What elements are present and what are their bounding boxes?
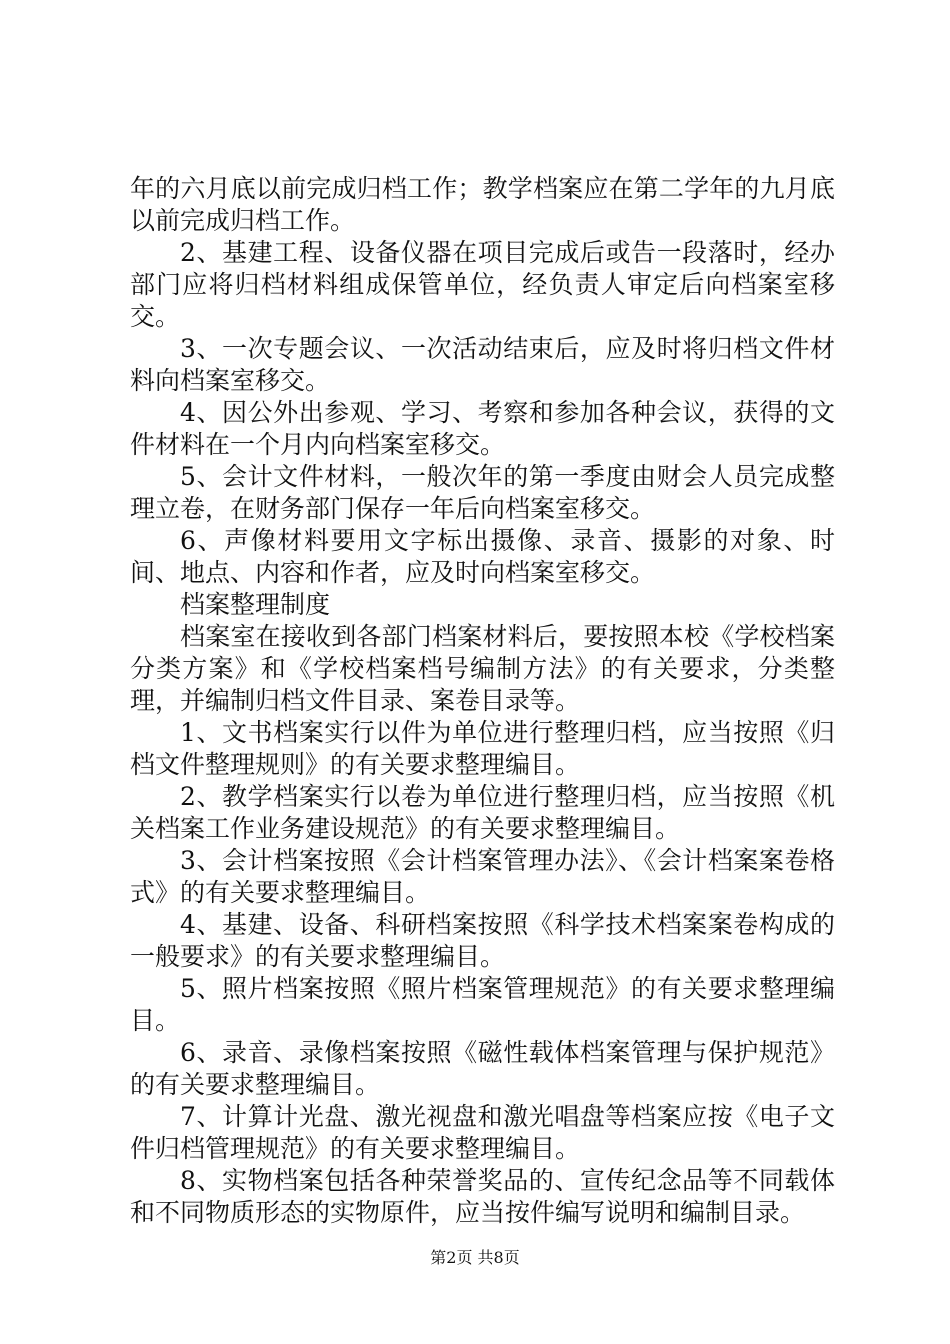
paragraph-14: 7、计算计光盘、激光视盘和激光唱盘等档案应按《电子文件归档管理规范》的有关要求整理编目。 <box>130 1102 835 1163</box>
section-heading: 档案整理制度 <box>180 590 331 619</box>
paragraph-3: 4、因公外出参观、学习、考察和参加各种会议，获得的文件材料在一个月内向档案室移交。 <box>130 398 835 459</box>
paragraph-7: 档案室在接收到各部门档案材料后，要按照本校《学校档案分类方案》和《学校档案档号编制方法》的有关要求，分类整理，并编制归档文件目录、案卷目录等。 <box>130 622 835 715</box>
paragraph-13: 6、录音、录像档案按照《磁性载体档案管理与保护规范》的有关要求整理编目。 <box>130 1038 835 1099</box>
document-body <box>130 173 835 1229</box>
paragraph-8: 1、文书档案实行以件为单位进行整理归档，应当按照《归档文件整理规则》的有关要求整理编目。 <box>130 718 835 779</box>
paragraph-0: 年的六月底以前完成归档工作；教学档案应在第二学年的九月底以前完成归档工作。 <box>130 174 835 235</box>
paragraph-1: 2、基建工程、设备仪器在项目完成后或告一段落时，经办部门应将归档材料组成保管单位，经负责人审定后向档案室移交。 <box>130 238 835 331</box>
page-footer <box>0 1245 950 1268</box>
paragraph-12: 5、照片档案按照《照片档案管理规范》的有关要求整理编目。 <box>130 974 835 1035</box>
paragraph-5: 6、声像材料要用文字标出摄像、录音、摄影的对象、时间、地点、内容和作者，应及时向档案室移交。 <box>130 526 835 587</box>
paragraph-4: 5、会计文件材料，一般次年的第一季度由财会人员完成整理立卷，在财务部门保存一年后向档案室移交。 <box>130 462 835 523</box>
paragraph-2: 3、一次专题会议、一次活动结束后，应及时将归档文件材料向档案室移交。 <box>130 334 835 395</box>
paragraph-10: 3、会计档案按照《会计档案管理办法》、《会计档案案卷格式》的有关要求整理编目。 <box>130 846 835 907</box>
paragraph-11: 4、基建、设备、科研档案按照《科学技术档案案卷构成的一般要求》的有关要求整理编目。 <box>130 910 835 971</box>
page-number-label: 第2页 共8页 <box>430 1248 520 1267</box>
paragraph-9: 2、教学档案实行以卷为单位进行整理归档，应当按照《机关档案工作业务建设规范》的有关要求整理编目。 <box>130 782 835 843</box>
paragraph-15: 8、实物档案包括各种荣誉奖品的、宣传纪念品等不同载体和不同物质形态的实物原件，应当按件编写说明和编制目录。 <box>130 1166 835 1227</box>
